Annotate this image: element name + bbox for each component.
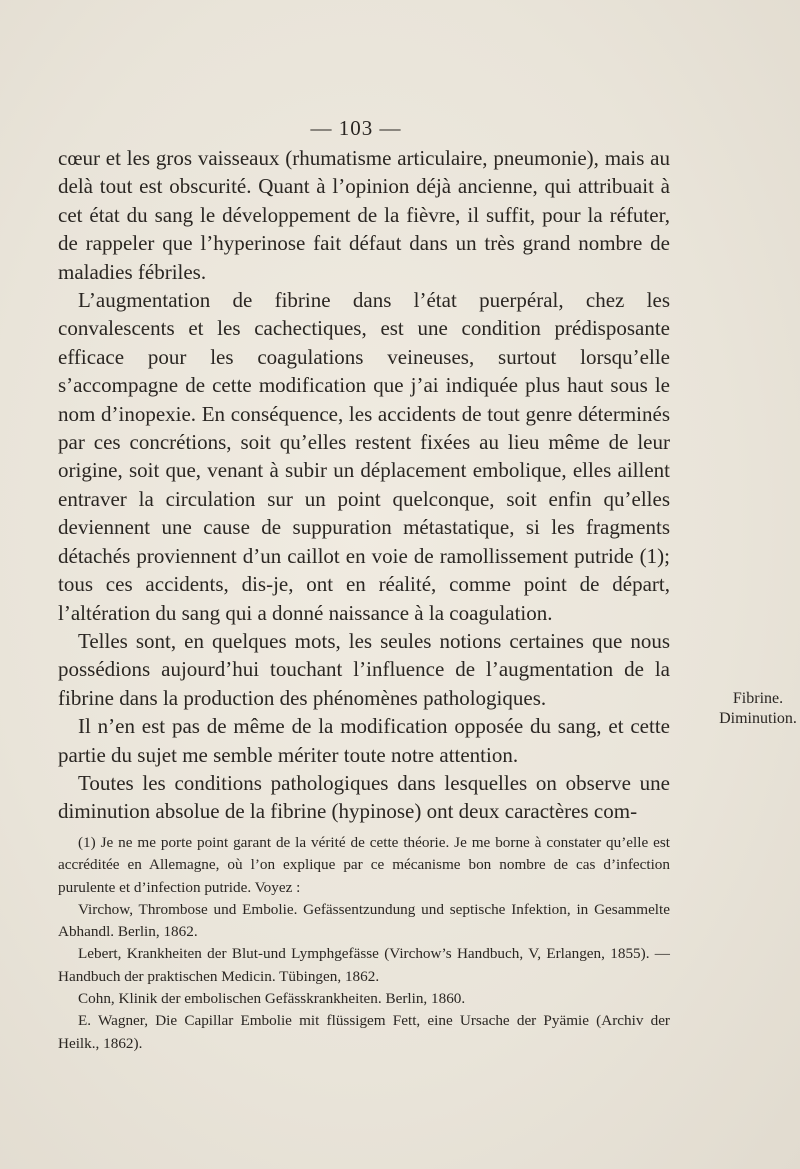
- footnote: (1) Je ne me porte point garant de la vérité de cette théorie. Je me borne à constater qu’elle est accréditée en Allemagne, où l’on explique par ce mécanisme bon nombre de cas d’infection purulente et d’infection putride. Voyez :: [58, 834, 670, 896]
- footnotes: [58, 832, 670, 1055]
- paragraph: Telles sont, en quelques mots, les seules notions certaines que nous possédions aujourd’hui touchant l’influence de l’augmentation de la fibrine dans la production des phénomènes pathologiques.: [58, 628, 670, 710]
- footnote-reference: Virchow, Thrombose und Embolie. Gefässentzundung und septische Infektion, in Gesammelte Abhandl. Berlin, 1862.: [58, 900, 670, 941]
- margin-note-line: Fibrine.: [732, 690, 784, 707]
- margin-note-line: Diminution.: [719, 710, 797, 727]
- paragraph: Toutes les conditions pathologiques dans lesquelles on observe une diminution absolue de la fibrine (hypinose) ont deux caractères com-: [58, 770, 670, 824]
- paragraph: L’augmentation de fibrine dans l’état puerpéral, chez les convalescents et les cachectiques, est une condition prédisposante efficace pour les coagulations veineuses, surtout lorsqu’elle s’accompagne de cette modification que j’ai indiquée plus haut sous le nom d’inopexie. En conséquence, les accidents de tout genre déterminés par ces concrétions, soit qu’elles restent fixées au lieu même de leur origine, soit que, venant à subir un déplacement embolique, elles aillent entraver la circulation sur un point quelconque, soit enfin qu’elles deviennent une cause de suppuration métastatique, si les fragments détachés proviennent d’un caillot en voie de ramollissement putride (1); tous ces accidents, dis-je, ont en réalité, comme point de départ, l’altération du sang qui a donné naissance à la coagulation.: [58, 288, 670, 625]
- footnote-reference: Cohn, Klinik der embolischen Gefässkrankheiten. Berlin, 1860.: [78, 990, 466, 1008]
- margin-note: [718, 689, 798, 729]
- main-text: [58, 144, 670, 826]
- paragraph: Il n’en est pas de même de la modification opposée du sang, et cette partie du sujet me semble mériter toute notre attention.: [58, 714, 670, 767]
- footnote-reference: Lebert, Krankheiten der Blut-und Lymphgefässe (Virchow’s Handbuch, V, Erlangen, 1855). — Handbuch der praktischen Medicin. Tübingen, 1862.: [58, 945, 670, 985]
- footnote-reference: E. Wagner, Die Capillar Embolie mit flüssigem Fett, eine Ursache der Pyämie (Archiv der Heilk., 1862).: [58, 1012, 670, 1052]
- page-number: — 103 —: [310, 116, 402, 140]
- paragraph: cœur et les gros vaisseaux (rhumatisme articulaire, pneumonie), mais au delà tout est obscurité. Quant à l’opinion déjà ancienne, qui attribuait à cet état du sang le développement de la fièvre, il suffit, pour la réfuter, de rappeler que l’hyperinose fait défaut dans un très grand nombre de maladies fébriles.: [58, 146, 670, 284]
